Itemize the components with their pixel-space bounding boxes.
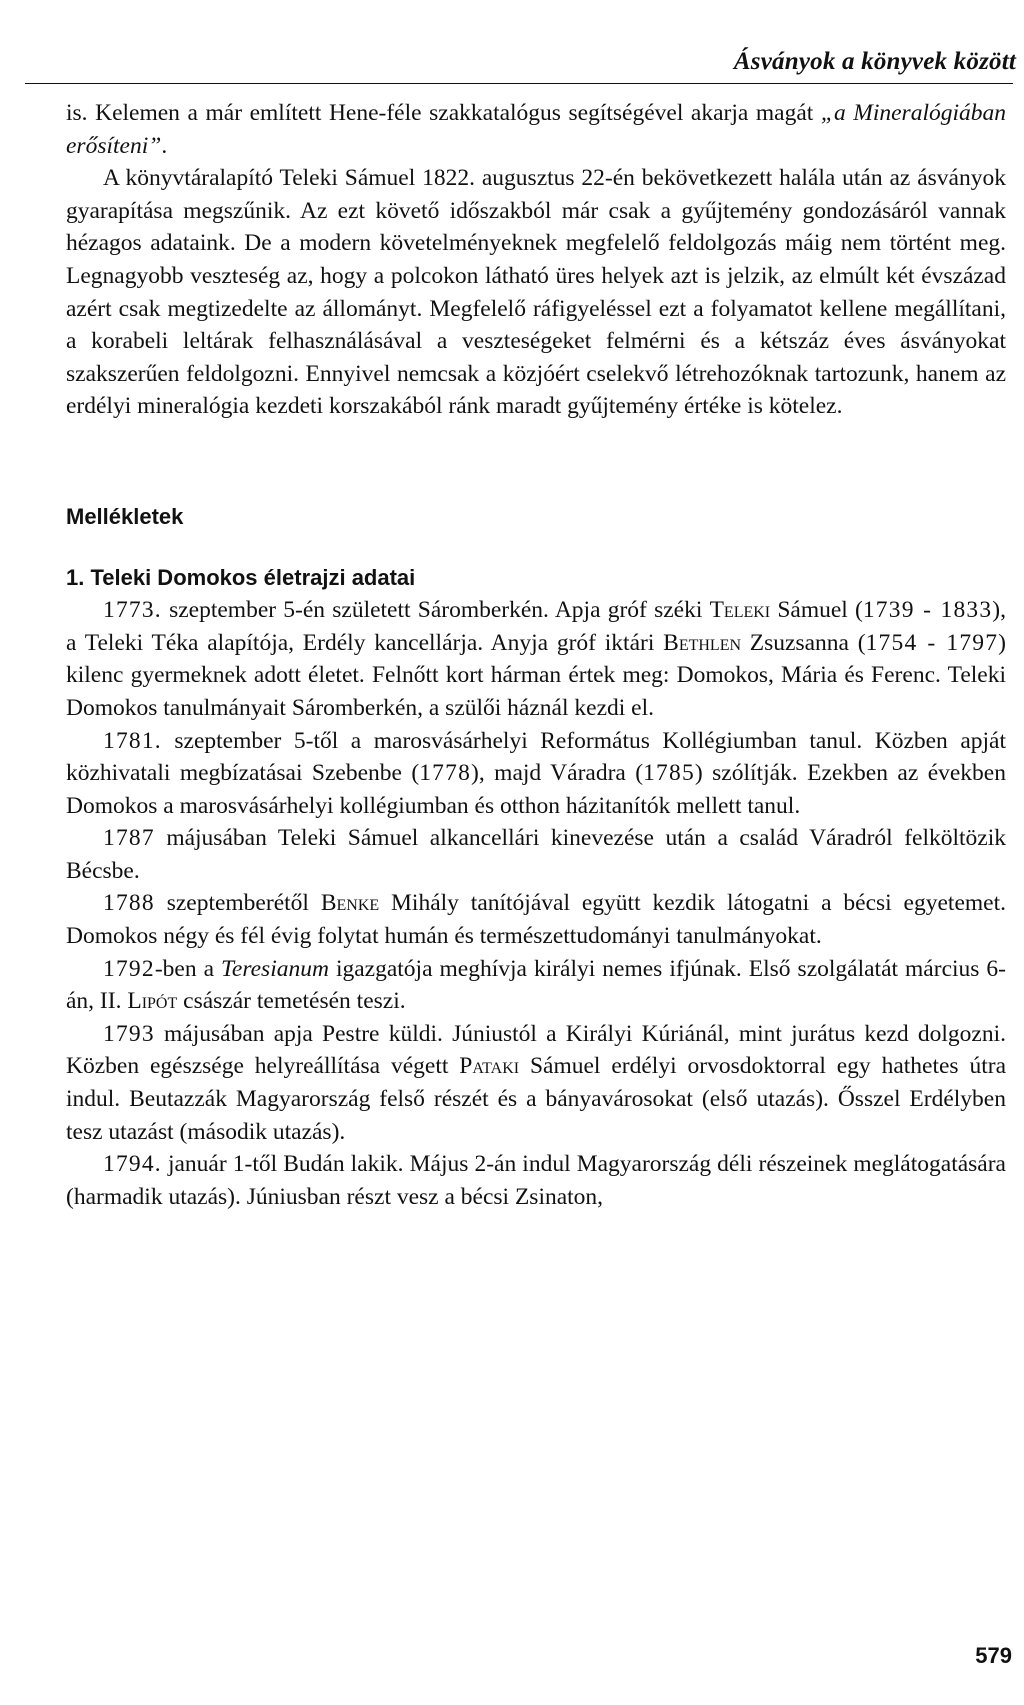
intro-paragraph-2: A könyvtáralapító Teleki Sámuel 1822. augusztus 22-én bekövetkezett halála után az ásványok gyarapítása megszűnik. Az ezt követő időszakból már csak a gyűjtemény gondozásáról vannak hézagos adataink. De a modern követelményeknek megfelelő feldolgozás máig nem történt meg. Legnagyobb veszteség az, hogy a polcokon látható üres helyek azt is jelzik, az elmúlt két évszázad azért csak megtizedelte az állományt. Megfelelő ráfigyeléssel ezt a folyamatot kellene megállítani, a korabeli leltárak felhasználásával a veszteségeket felmérni és a kétszáz éves ásványokat szakszerűen feldolgozni. Ennyivel nemcsak a közjóért cselekvő létrehozóknak tartozunk, hanem az erdélyi mineralógia kezdeti korszakából ránk maradt gyűjtemény értéke is kötelez. bbox=[66, 165, 1006, 420]
biography-subheading: 1. Teleki Domokos életrajzi adatai bbox=[66, 564, 416, 590]
entry-1793: 1793 májusában apja Pestre küldi. Júniustól a Királyi Kúriánál, mint jurátus kezd dolgozni. Közben egészsége helyreállítása végett Pataki Sámuel erdélyi orvosdoktorral egy hathetes útra indul. Beutazzák Magyarország felső részét és a bányavárosokat (első utazás). Ősszel Erdélyben tesz utazást (második utazás). bbox=[66, 1020, 1006, 1145]
entry-1794: 1794. január 1-től Budán lakik. Május 2-án indul Magyarország déli részeinek meglátogatására (harmadik utazás). Júniusban részt vesz a bécsi Zsinaton, bbox=[66, 1151, 1006, 1210]
entry-1788: 1788 szeptemberétől Benke Mihály tanítójával együtt kezdik látogatni a bécsi egyetemet. Domokos négy és fél évig folytat humán és természettudományi tanulmányokat. bbox=[66, 890, 1006, 950]
intro-paragraph-1: is. Kelemen a már említett Hene-féle szakkatalógus segítségével akarja magát „a Mineralógiában erősíteni”. bbox=[66, 100, 1006, 159]
page-number: 579 bbox=[975, 1643, 1012, 1668]
entry-1787: 1787 májusában Teleki Sámuel alkancellári kinevezése után a család Váradról felköltözik Bécsbe. bbox=[66, 825, 1006, 884]
entry-1781: 1781. szeptember 5-től a marosvásárhelyi Református Kollégiumban tanul. Közben apját közhivatali megbízatásai Szebenbe (1778), majd Váradra (1785) szólítják. Ezekben az években Domokos a marosvásárhelyi kollégiumban és otthon házitanítók mellett tanul. bbox=[66, 727, 1006, 819]
entry-1792: 1792-ben a Teresianum igazgatója meghívja királyi nemes ifjúnak. Első szolgálatát március 6-án, II. Lipót császár temetésén teszi. bbox=[66, 955, 1006, 1015]
entry-1773: 1773. szeptember 5-én született Sáromberkén. Apja gróf széki Teleki Sámuel (1739 - 1833), a Teleki Téka alapítója, Erdély kancellárja. Anyja gróf iktári Bethlen Zsuzsanna (1754 - 1797) kilenc gyermeknek adott életet. Felnőtt kort hárman értek meg: Domokos, Mária és Ferenc. Teleki Domokos tanulmányait Sáromberkén, a szülői háznál kezdi el. bbox=[66, 597, 1006, 721]
header-rule bbox=[25, 83, 1013, 84]
body-text bbox=[66, 97, 1006, 1213]
appendix-heading: Mellékletek bbox=[66, 503, 184, 529]
running-head: Ásványok a könyvek között bbox=[733, 48, 1016, 75]
quote-italic: „a Mineralógiában erősíteni” bbox=[66, 100, 1006, 159]
